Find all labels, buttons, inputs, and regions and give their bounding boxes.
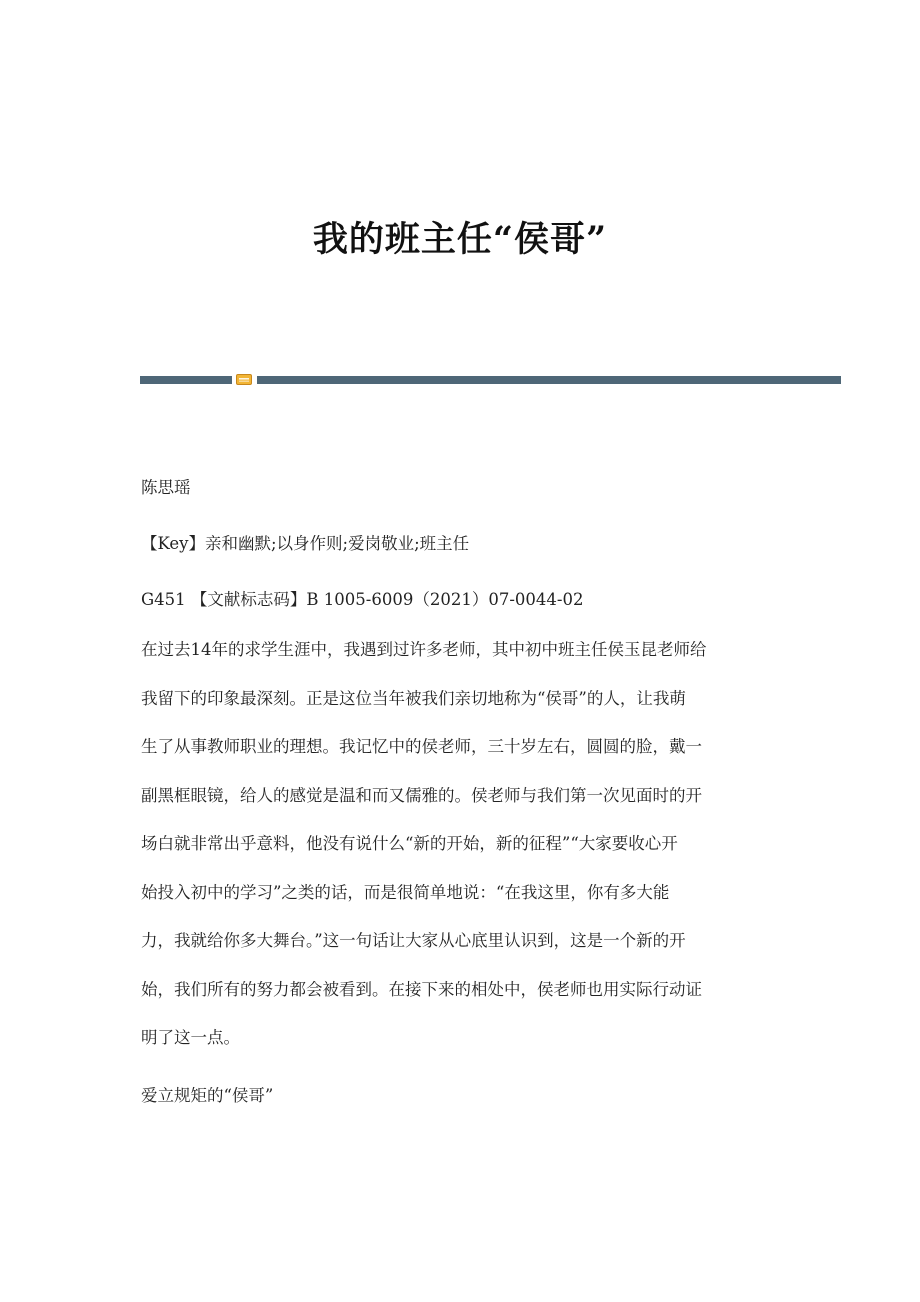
divider-marker-icon bbox=[236, 374, 252, 385]
section-subheading: 爱立规矩的“侯哥” bbox=[141, 1086, 274, 1105]
paragraph-line: 在过去14年的求学生涯中，我遇到过许多老师，其中初中班主任侯玉昆老师给 bbox=[141, 640, 707, 659]
document-title: 我的班主任“侯哥” bbox=[312, 219, 608, 260]
paragraph-line: 始投入初中的学习”之类的话，而是很简单地说：“在我这里，你有多大能 bbox=[141, 882, 670, 902]
author-name: 陈思瑶 bbox=[141, 478, 191, 497]
divider-bar-right bbox=[257, 376, 841, 384]
paragraph-line: 始，我们所有的努力都会被看到。在接下来的相处中，侯老师也用实际行动证 bbox=[141, 979, 702, 999]
paragraph-line: 力，我就给你多大舞台。”这一句话让大家从心底里认识到，这是一个新的开 bbox=[141, 931, 686, 950]
paragraph-line: 生了从事教师职业的理想。我记忆中的侯老师，三十岁左右，圆圆的脸，戴一 bbox=[141, 737, 702, 756]
paragraph-line: 明了这一点。 bbox=[141, 1028, 240, 1047]
body-paragraph bbox=[141, 632, 791, 1069]
paragraph-line: 我留下的印象最深刻。正是这位当年被我们亲切地称为“侯哥”的人，让我萌 bbox=[141, 688, 686, 708]
paragraph-line: 副黑框眼镜，给人的感觉是温和而又儒雅的。侯老师与我们第一次见面时的开 bbox=[141, 785, 702, 805]
keywords-line: 【Key】亲和幽默;以身作则;爱岗敬业;班主任 bbox=[141, 534, 470, 553]
title-divider bbox=[140, 374, 841, 386]
divider-bar-left bbox=[140, 376, 232, 384]
paragraph-line: 场白就非常出乎意料，他没有说什么“新的开始，新的征程”“大家要收心开 bbox=[141, 834, 678, 853]
classification-line: G451 【文献标志码】B 1005-6009（2021）07-0044-02 bbox=[141, 590, 584, 609]
